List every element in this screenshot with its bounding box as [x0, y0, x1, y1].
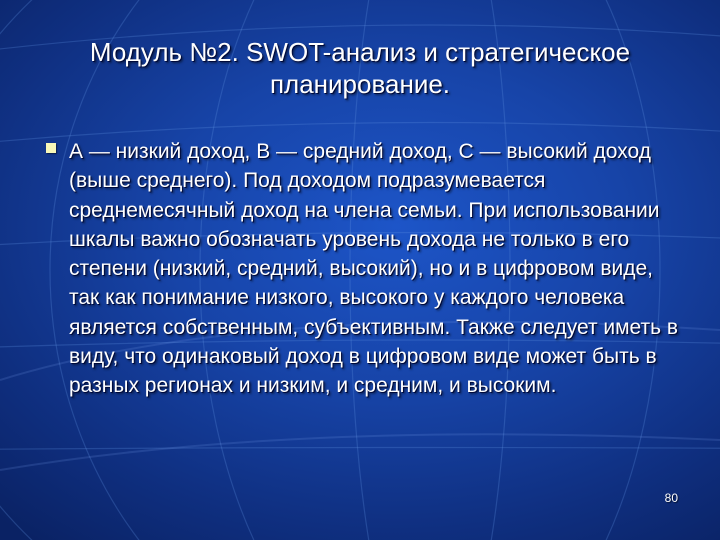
bullet-text: А — низкий доход, В — средний доход, С — высокий доход (выше среднего). Под доходом подразумевается среднемесячный доход на члена семьи. При использовании шкалы важно обозначать уровень дохода не только в его степени (низкий, средний, высокий), но и в цифровом виде, так как понимание низкого, высокого у каждого человека является собственным, субъективным. Также следует иметь в виду, что одинаковый доход в цифровом виде может быть в разных регионах и низким, и средним, и высоким. — [69, 140, 679, 398]
slide-title-line-1: Модуль №2. SWOT-анализ и стратегическое — [89, 37, 631, 67]
slide-title — [40, 36, 680, 100]
square-bullet-icon — [46, 143, 56, 153]
slide-title-line-2: планирование. — [269, 69, 451, 99]
page-number: 80 — [664, 491, 678, 505]
